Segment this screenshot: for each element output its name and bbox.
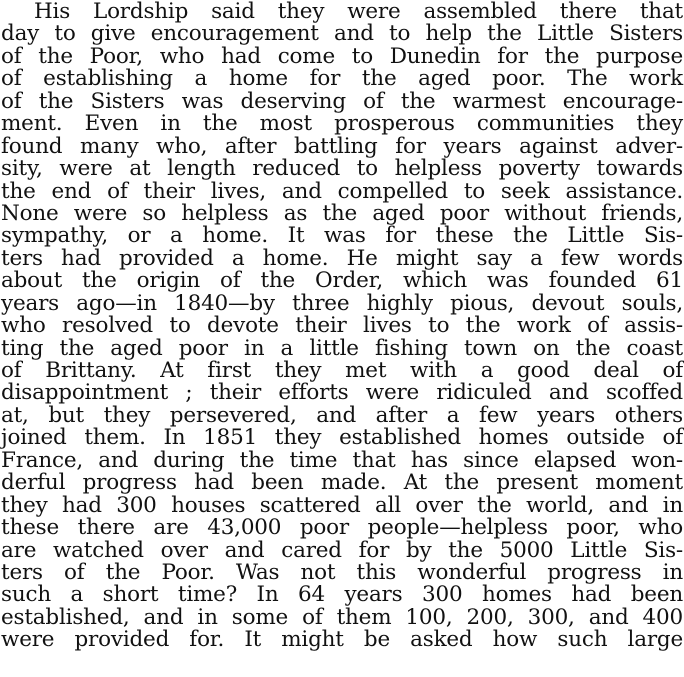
article-line: ters of the Poor. Was not this wonderful progress in xyxy=(1,561,683,585)
article-line: about the origin of the Order, which was founded 61 xyxy=(1,270,683,293)
article-line: ters had provided a home. He might say a few words xyxy=(1,247,683,271)
article-line: ment. Even in the most prosperous communities they xyxy=(1,113,683,136)
article-line: these there are 43,000 poor people—helpless poor, who xyxy=(1,517,683,540)
article-line: sympathy, or a home. It was for these the Little Sis- xyxy=(1,225,683,248)
article-line: sity, were at length reduced to helpless poverty towards xyxy=(1,158,683,181)
article-line: are watched over and cared for by the 5000 Little Sis- xyxy=(1,539,683,562)
article-line: His Lordship said they were assembled there that xyxy=(34,1,683,24)
article-line: day to give encouragement and to help the Little Sisters xyxy=(1,23,683,46)
article-line: found many who, after battling for years against adver- xyxy=(1,135,683,159)
article-body xyxy=(0,1,684,652)
article-line: derful progress had been made. At the present moment xyxy=(1,472,683,495)
article-line: years ago—in 1840—by three highly pious, devout souls, xyxy=(1,292,683,316)
article-line: of Brittany. At first they met with a good deal of xyxy=(1,360,683,383)
article-line: ting the aged poor in a little fishing town on the coast xyxy=(1,337,683,360)
article-line: the end of their lives, and compelled to seek assistance. xyxy=(1,180,683,203)
article-line: France, and during the time that has since elapsed won- xyxy=(1,449,683,473)
article-line: were provided for. It might be asked how such large xyxy=(1,629,683,652)
article-line: disappointment ; their efforts were ridiculed and scoffed xyxy=(1,382,683,405)
article-line: who resolved to devote their lives to the work of assis- xyxy=(1,315,683,338)
article-line: such a short time? In 64 years 300 homes had been xyxy=(1,584,683,607)
article-line: of establishing a home for the aged poor. The work xyxy=(1,68,683,91)
article-line: joined them. In 1851 they established homes outside of xyxy=(1,427,683,450)
article-line: at, but they persevered, and after a few years others xyxy=(1,404,683,428)
article-line: of the Poor, who had come to Dunedin for the purpose xyxy=(1,45,683,69)
article-line: they had 300 houses scattered all over the world, and in xyxy=(1,494,683,518)
article-line: of the Sisters was deserving of the warmest encourage- xyxy=(1,90,683,114)
article-line: None were so helpless as the aged poor without friends, xyxy=(1,202,683,226)
article-line: established, and in some of them 100, 200, 300, and 400 xyxy=(1,606,683,630)
